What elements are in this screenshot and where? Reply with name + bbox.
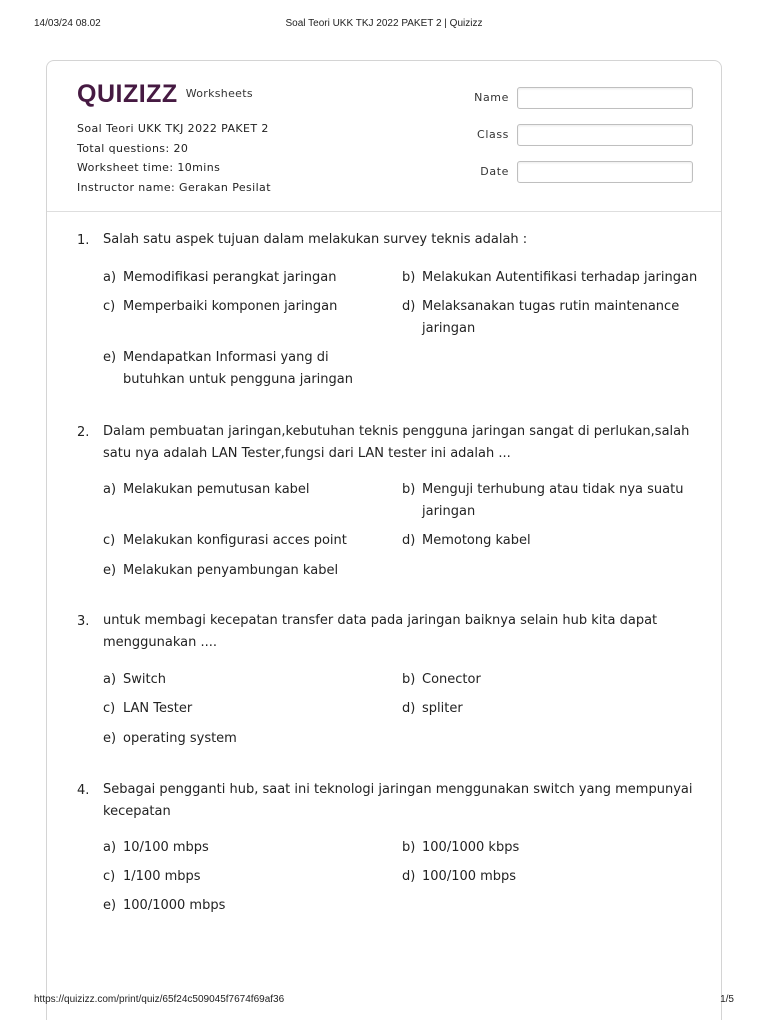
option-1e: e) Mendapatkan Informasi yang di butuhkan untuk pengguna jaringan	[103, 350, 353, 387]
quiz-meta	[77, 119, 271, 197]
option-3c: c) LAN Tester	[103, 701, 193, 716]
option-1d: d) Melaksanakan tugas rutin maintenance jaringan	[402, 299, 680, 336]
quizizz-logo	[77, 81, 253, 107]
print-datetime: 14/03/24 08.02	[34, 18, 101, 29]
option-1b: b) Melakukan Autentifikasi terhadap jaringan	[402, 270, 698, 285]
print-url: https://quizizz.com/print/quiz/65f24c509045f7674f69af36	[34, 994, 285, 1005]
class-field[interactable]	[517, 124, 693, 146]
name-row	[447, 87, 695, 111]
class-label: Class	[477, 128, 509, 141]
class-row	[447, 124, 695, 148]
option-4d: d) 100/100 mbps	[402, 869, 517, 884]
question-number: 3.	[77, 614, 90, 629]
option-4b: b) 100/1000 kbps	[402, 840, 520, 855]
option-2c: c) Melakukan konfigurasi acces point	[103, 533, 347, 548]
question-stem: untuk membagi kecepatan transfer data pada jaringan baiknya selain hub kita dapat menggunakan ....	[103, 613, 658, 650]
quiz-title: Soal Teori UKK TKJ 2022 PAKET 2	[77, 122, 269, 135]
print-header	[0, 18, 768, 34]
worksheet-time: Worksheet time: 10mins	[77, 161, 221, 174]
question-stem: Salah satu aspek tujuan dalam melakukan survey teknis adalah :	[103, 232, 528, 247]
logo-subtitle: Worksheets	[185, 87, 253, 100]
logo-wordmark: QUIZIZZ	[77, 80, 178, 108]
option-2a: a) Melakukan pemutusan kabel	[103, 482, 310, 497]
worksheet-header	[47, 61, 721, 212]
date-field[interactable]	[517, 161, 693, 183]
option-2d: d) Memotong kabel	[402, 533, 531, 548]
print-footer	[0, 994, 768, 1010]
worksheet-card	[46, 60, 722, 1020]
question-stem: Dalam pembuatan jaringan,kebutuhan teknis pengguna jaringan sangat di perlukan,salah satu nya adalah LAN Tester,fungsi dari LAN tester ini adalah ...	[103, 424, 690, 461]
option-4c: c) 1/100 mbps	[103, 869, 201, 884]
option-2e: e) Melakukan penyambungan kabel	[103, 563, 339, 578]
option-4a: a) 10/100 mbps	[103, 840, 209, 855]
print-page-number: 1/5	[720, 994, 734, 1005]
instructor-name: Instructor name: Gerakan Pesilat	[77, 180, 271, 194]
question-number: 2.	[77, 425, 90, 440]
option-3d: d) spliter	[402, 701, 463, 716]
name-label: Name	[474, 91, 509, 104]
option-3e: e) operating system	[103, 731, 237, 746]
option-1c: c) Memperbaiki komponen jaringan	[103, 299, 338, 314]
option-1a: a) Memodifikasi perangkat jaringan	[103, 270, 337, 285]
option-4e: e) 100/1000 mbps	[103, 898, 226, 913]
question-stem: Sebagai pengganti hub, saat ini teknologi jaringan menggunakan switch yang mempunyai kecepatan	[103, 782, 693, 819]
question-number: 1.	[77, 233, 90, 248]
question-number: 4.	[77, 783, 90, 798]
total-questions: Total questions: 20	[77, 141, 189, 155]
date-row	[447, 161, 695, 185]
option-3b: b) Conector	[402, 672, 481, 687]
option-2b: b) Menguji terhubung atau tidak nya suatu jaringan	[402, 482, 684, 519]
option-3a: a) Switch	[103, 672, 166, 687]
print-title: Soal Teori UKK TKJ 2022 PAKET 2 | Quizizz	[285, 18, 483, 29]
date-label: Date	[480, 165, 509, 178]
name-field[interactable]	[517, 87, 693, 109]
